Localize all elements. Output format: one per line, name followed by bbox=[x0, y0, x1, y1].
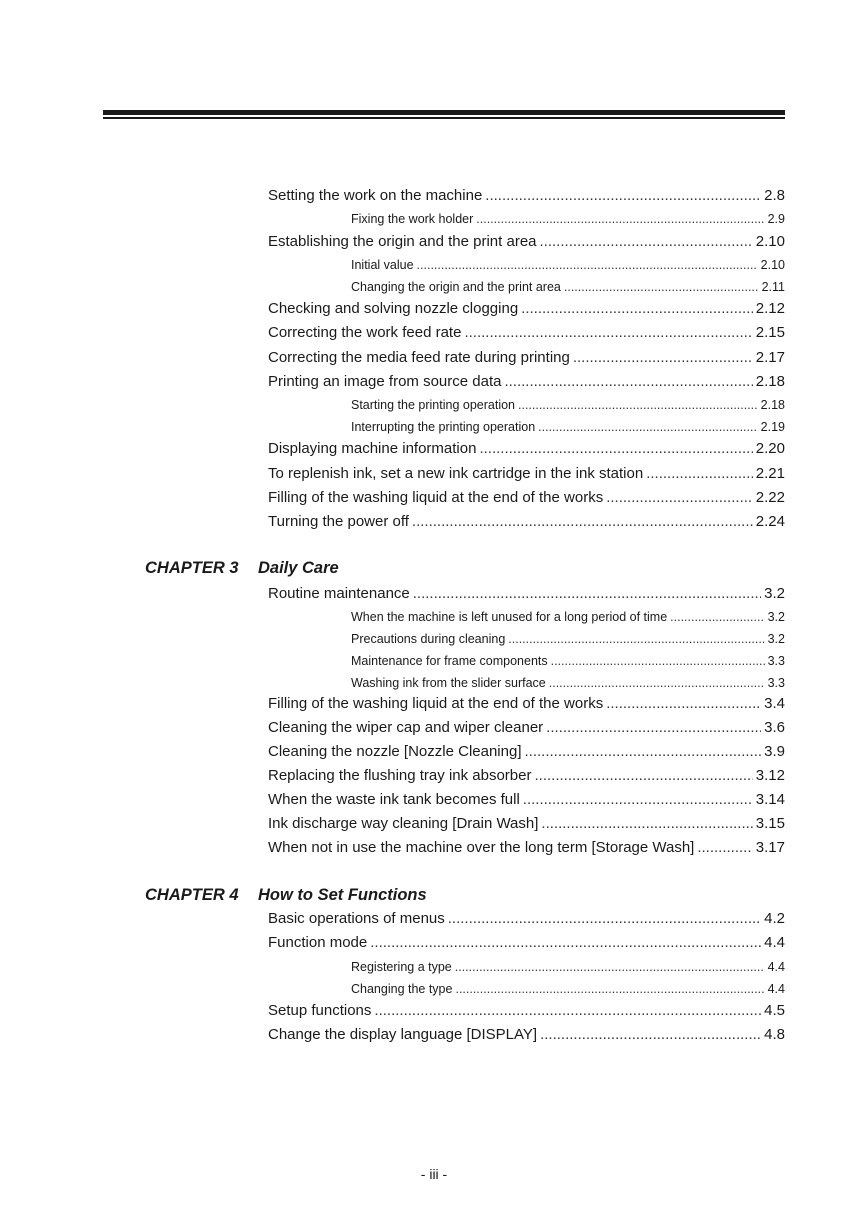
toc-entry bbox=[268, 512, 785, 532]
toc-entry-page-number: 3.9 bbox=[764, 743, 785, 760]
toc-dot-leader bbox=[413, 584, 761, 604]
header-rule-thin bbox=[103, 117, 785, 119]
toc-subentry bbox=[351, 278, 785, 296]
toc-dot-leader bbox=[573, 348, 753, 368]
toc-entry-title: Changing the type bbox=[351, 982, 453, 996]
toc-entry bbox=[268, 299, 785, 319]
page-number-footer: - iii - bbox=[420, 1166, 448, 1182]
toc-entry-title: Basic operations of menus bbox=[268, 910, 445, 927]
toc-entry bbox=[268, 232, 785, 252]
toc-dot-leader bbox=[606, 694, 761, 714]
toc-entry-title: To replenish ink, set a new ink cartridge in the ink station bbox=[268, 465, 644, 482]
toc-entry bbox=[268, 464, 785, 484]
toc-dot-leader bbox=[606, 488, 753, 508]
toc-entry-page-number: 2.9 bbox=[767, 212, 785, 226]
toc-entry-title: Function mode bbox=[268, 934, 368, 951]
toc-entry bbox=[268, 694, 785, 714]
toc-entry-page-number: 3.15 bbox=[755, 815, 785, 832]
toc-dot-leader bbox=[546, 718, 761, 738]
toc-entry-title: Turning the power off bbox=[268, 513, 409, 530]
toc-entry bbox=[268, 584, 785, 604]
toc-subentry bbox=[351, 980, 785, 998]
toc-dot-leader bbox=[549, 674, 765, 692]
toc-entry-title: Initial value bbox=[351, 258, 414, 272]
toc-dot-leader bbox=[504, 372, 752, 392]
toc-entry bbox=[268, 718, 785, 738]
toc-entry-title: Precautions during cleaning bbox=[351, 632, 506, 646]
toc-entry-page-number: 4.2 bbox=[764, 910, 785, 927]
toc-dot-leader bbox=[455, 980, 764, 998]
toc-entry-title: Change the display language [DISPLAY] bbox=[268, 1026, 538, 1043]
toc-subentry bbox=[351, 396, 785, 414]
toc-entry-page-number: 2.24 bbox=[755, 513, 785, 530]
toc-entry-title: Printing an image from source data bbox=[268, 373, 502, 390]
toc-entry bbox=[268, 372, 785, 392]
toc-entry-title: Routine maintenance bbox=[268, 585, 410, 602]
toc-entry-page-number: 2.22 bbox=[755, 489, 785, 506]
toc-entry-page-number: 2.12 bbox=[755, 300, 785, 317]
toc-entry-title: Setting the work on the machine bbox=[268, 187, 483, 204]
toc-dot-leader bbox=[670, 608, 764, 626]
toc-entry-title: Displaying machine information bbox=[268, 440, 477, 457]
toc-entry-title: Establishing the origin and the print area bbox=[268, 233, 537, 250]
toc-dot-leader bbox=[448, 909, 761, 929]
toc-dot-leader bbox=[551, 652, 765, 670]
toc-entry-page-number: 4.8 bbox=[764, 1026, 785, 1043]
toc-subentry bbox=[351, 418, 785, 436]
toc-entry bbox=[268, 323, 785, 343]
toc-entry-page-number: 3.14 bbox=[755, 791, 785, 808]
toc-entry-title: Filling of the washing liquid at the end of the works bbox=[268, 695, 604, 712]
toc-dot-leader bbox=[464, 323, 752, 343]
header-rule-thick bbox=[103, 110, 785, 115]
chapter-4-heading bbox=[145, 884, 427, 906]
toc-entry-page-number: 4.4 bbox=[767, 982, 785, 996]
toc-entry-page-number: 2.17 bbox=[755, 349, 785, 366]
toc-entry-title: When the waste ink tank becomes full bbox=[268, 791, 520, 808]
chapter-number: CHAPTER 4 bbox=[145, 886, 239, 904]
toc-entry-title: Cleaning the wiper cap and wiper cleaner bbox=[268, 719, 544, 736]
toc-entry bbox=[268, 814, 785, 834]
chapter-title: How to Set Functions bbox=[258, 886, 427, 904]
toc-entry bbox=[268, 933, 785, 953]
toc-dot-leader bbox=[417, 256, 758, 274]
toc-entry-page-number: 2.8 bbox=[764, 187, 785, 204]
toc-entry-page-number: 3.2 bbox=[767, 610, 785, 624]
toc-entry bbox=[268, 348, 785, 368]
toc-entry-page-number: 3.3 bbox=[767, 654, 785, 668]
toc-entry-title: When the machine is left unused for a long period of time bbox=[351, 610, 668, 624]
toc-dot-leader bbox=[538, 418, 758, 436]
toc-entry-title: Ink discharge way cleaning [Drain Wash] bbox=[268, 815, 539, 832]
toc-entry-page-number: 2.18 bbox=[760, 398, 785, 412]
toc-entry-title: Fixing the work holder bbox=[351, 212, 474, 226]
toc-entry-title: Changing the origin and the print area bbox=[351, 280, 561, 294]
toc-entry-page-number: 2.21 bbox=[755, 465, 785, 482]
toc-entry bbox=[268, 909, 785, 929]
toc-entry-title: Correcting the media feed rate during printing bbox=[268, 349, 570, 366]
toc-entry-page-number: 2.19 bbox=[760, 420, 785, 434]
toc-entry-title: Registering a type bbox=[351, 960, 452, 974]
chapter-title: Daily Care bbox=[258, 559, 339, 577]
toc-subentry bbox=[351, 674, 785, 692]
toc-dot-leader bbox=[541, 814, 752, 834]
toc-entry-title: Correcting the work feed rate bbox=[268, 324, 462, 341]
toc-entry-title: Cleaning the nozzle [Nozzle Cleaning] bbox=[268, 743, 522, 760]
toc-dot-leader bbox=[521, 299, 753, 319]
toc-dot-leader bbox=[534, 766, 752, 786]
toc-entry-page-number: 2.20 bbox=[755, 440, 785, 457]
toc-entry-page-number: 2.10 bbox=[760, 258, 785, 272]
toc-entry-title: Filling of the washing liquid at the end of the works bbox=[268, 489, 604, 506]
toc-entry-page-number: 3.6 bbox=[764, 719, 785, 736]
toc-subentry bbox=[351, 958, 785, 976]
toc-entry-page-number: 3.12 bbox=[755, 767, 785, 784]
toc-entry bbox=[268, 790, 785, 810]
toc-dot-leader bbox=[476, 210, 764, 228]
toc-entry-page-number: 3.4 bbox=[764, 695, 785, 712]
toc-dot-leader bbox=[540, 232, 753, 252]
chapter-3-heading bbox=[145, 557, 339, 579]
toc-entry-page-number: 4.4 bbox=[767, 960, 785, 974]
toc-dot-leader bbox=[479, 439, 752, 459]
toc-entry-page-number: 2.11 bbox=[761, 280, 785, 294]
toc-subentry bbox=[351, 256, 785, 274]
toc-entry-title: Interrupting the printing operation bbox=[351, 420, 536, 434]
toc-entry-page-number: 3.17 bbox=[755, 839, 785, 856]
toc-entry-title: Maintenance for frame components bbox=[351, 654, 548, 668]
toc-subentry bbox=[351, 652, 785, 670]
toc-dot-leader bbox=[524, 742, 761, 762]
toc-dot-leader bbox=[370, 933, 761, 953]
toc-entry-page-number: 3.3 bbox=[767, 676, 785, 690]
toc-dot-leader bbox=[374, 1001, 761, 1021]
toc-entry-page-number: 2.18 bbox=[755, 373, 785, 390]
toc-dot-leader bbox=[485, 186, 761, 206]
toc-dot-leader bbox=[412, 512, 753, 532]
toc-entry-title: Checking and solving nozzle clogging bbox=[268, 300, 519, 317]
toc-subentry bbox=[351, 630, 785, 648]
toc-entry bbox=[268, 838, 785, 858]
toc-dot-leader bbox=[564, 278, 759, 296]
toc-dot-leader bbox=[523, 790, 753, 810]
toc-entry-title: Washing ink from the slider surface bbox=[351, 676, 546, 690]
toc-entry-title: Starting the printing operation bbox=[351, 398, 515, 412]
toc-entry-title: When not in use the machine over the long term [Storage Wash] bbox=[268, 839, 695, 856]
toc-dot-leader bbox=[455, 958, 765, 976]
toc-entry bbox=[268, 1001, 785, 1021]
toc-dot-leader bbox=[518, 396, 758, 414]
toc-entry bbox=[268, 186, 785, 206]
toc-subentry bbox=[351, 608, 785, 626]
toc-entry bbox=[268, 766, 785, 786]
toc-entry bbox=[268, 742, 785, 762]
toc-dot-leader bbox=[697, 838, 752, 858]
toc-entry-title: Replacing the flushing tray ink absorber bbox=[268, 767, 532, 784]
toc-subentry bbox=[351, 210, 785, 228]
toc-dot-leader bbox=[646, 464, 753, 484]
toc-entry-page-number: 4.5 bbox=[764, 1002, 785, 1019]
toc-entry bbox=[268, 1025, 785, 1045]
chapter-number: CHAPTER 3 bbox=[145, 559, 239, 577]
toc-dot-leader bbox=[508, 630, 764, 648]
toc-entry bbox=[268, 439, 785, 459]
toc-entry-page-number: 2.10 bbox=[755, 233, 785, 250]
toc-entry-page-number: 3.2 bbox=[764, 585, 785, 602]
toc-entry-title: Setup functions bbox=[268, 1002, 372, 1019]
toc-entry bbox=[268, 488, 785, 508]
toc-entry-page-number: 2.15 bbox=[755, 324, 785, 341]
toc-dot-leader bbox=[540, 1025, 761, 1045]
toc-entry-page-number: 4.4 bbox=[764, 934, 785, 951]
toc-entry-page-number: 3.2 bbox=[767, 632, 785, 646]
